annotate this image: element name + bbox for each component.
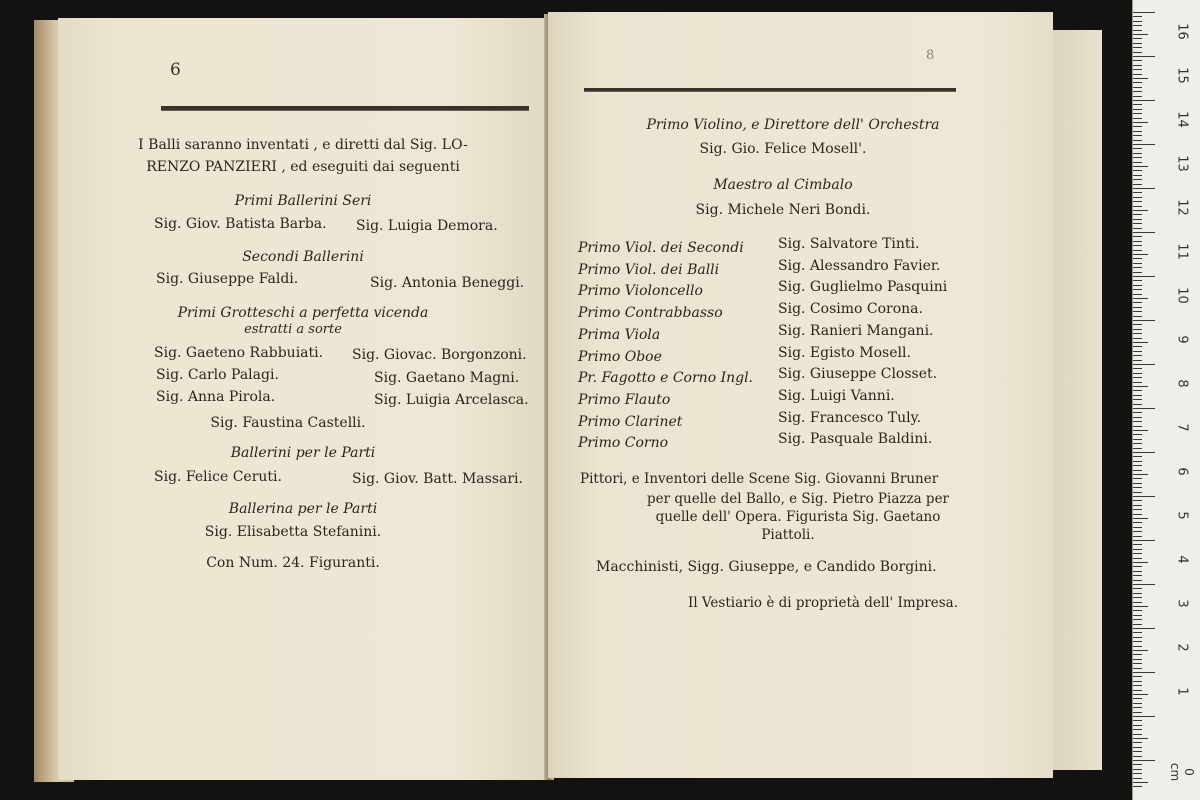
ruler-tick [1133,751,1142,752]
ruler-tick [1133,514,1142,515]
ruler-number: 16 [1174,23,1190,40]
role-item: Prima Viola [578,326,661,343]
ruler-tick [1133,676,1142,677]
ruler-tick [1133,338,1142,339]
ruler-tick [1133,549,1142,550]
ruler-tick [1133,122,1148,123]
ruler-tick [1133,272,1142,273]
ruler-tick [1133,157,1142,158]
ruler-tick [1133,712,1142,713]
ruler-tick [1133,219,1142,220]
ruler-tick [1133,452,1155,453]
ruler-tick [1133,30,1142,31]
ruler-tick [1133,421,1142,422]
heading-grotteschi-sub: estratti a sorte [244,322,342,337]
ruler-number: 8 [1174,379,1190,388]
name-item: Sig. Egisto Mosell. [778,344,911,361]
name-item: Sig. Pasquale Baldini. [778,431,933,448]
ruler-tick [1133,100,1155,101]
ruler-number: 4 [1174,555,1190,564]
ruler-tick [1133,21,1142,22]
ruler-tick [1133,16,1142,17]
left-page-number: 6 [170,60,181,80]
ruler-tick [1133,179,1142,180]
ruler-tick [1133,250,1142,251]
ruler-tick [1133,96,1142,97]
ruler-number: 6 [1174,467,1190,476]
ruler-tick [1133,597,1142,598]
ruler-tick [1133,734,1142,735]
ruler-tick [1133,650,1148,651]
ruler-tick [1133,201,1142,202]
name-item: Sig. Salvatore Tinti. [778,236,920,252]
primi-ballerino-1: Sig. Giov. Batista Barba. [154,216,327,232]
ruler-tick [1133,465,1142,466]
grottesco-4: Sig. Gaetano Magni. [374,370,520,386]
ruler-tick [1133,690,1142,691]
heading-ballerini-parti: Ballerini per le Parti [230,445,376,461]
ruler-tick [1133,382,1142,383]
ruler-tick [1133,153,1142,154]
ruler-tick [1133,78,1148,79]
ruler-tick [1133,60,1142,61]
ruler-tick [1133,624,1142,625]
ruler-tick [1133,47,1142,48]
ruler-tick [1133,703,1142,704]
ruler-tick [1133,126,1142,127]
ruler-number: 10 [1174,287,1190,304]
ruler-number: 9 [1174,335,1190,344]
ruler-tick [1133,38,1142,39]
ruler-number: 12 [1174,199,1190,216]
ruler-tick [1133,536,1142,537]
ruler-tick [1133,628,1155,629]
name-item: Sig. Giuseppe Closset. [778,366,938,383]
ruler-tick [1133,276,1155,277]
ruler-tick [1133,606,1148,607]
ruler-tick [1133,782,1148,783]
ruler-tick [1133,698,1142,699]
grottesco-2: Sig. Giovac. Borgonzoni. [352,347,527,363]
ruler-tick [1133,351,1142,352]
pittori-line-1: Pittori, e Inventori delle Scene Sig. Giovanni Bruner [580,471,939,487]
ruler-tick [1133,778,1142,779]
figuranti-line: Con Num. 24. Figuranti. [206,555,380,571]
ruler-tick [1133,91,1142,92]
ruler-tick [1133,355,1142,356]
ruler-tick [1133,571,1142,572]
ruler-tick [1133,360,1142,361]
intro-line-2: RENZO PANZIERI , ed eseguiti dai seguenti [146,159,460,175]
heading-ballerina-parti: Ballerina per le Parti [228,501,378,517]
ruler-tick [1133,434,1142,435]
ruler-number: 3 [1174,599,1190,608]
macchinisti-line: Macchinisti, Sigg. Giuseppe, e Candido Borgini. [596,559,937,575]
grottesco-5: Sig. Anna Pirola. [156,389,276,405]
ruler-tick [1133,69,1142,70]
parti-ballerina: Sig. Elisabetta Stefanini. [204,524,382,540]
ruler-tick [1133,148,1142,149]
ruler-tick [1133,118,1142,119]
grottesco-6: Sig. Luigia Arcelasca. [374,392,529,408]
ruler-tick [1133,82,1142,83]
ruler-tick [1133,346,1142,347]
ruler-tick [1133,368,1142,369]
ruler-tick [1133,311,1142,312]
ruler-tick [1133,258,1142,259]
measurement-ruler [1132,0,1200,800]
role-item: Primo Clarinet [578,413,683,430]
maestro-name: Sig. Michele Neri Bondi. [695,202,871,218]
ruler-tick [1133,756,1142,757]
ruler-tick [1133,206,1142,207]
parti-ballerino-1: Sig. Felice Ceruti. [154,469,282,485]
name-item: Sig. Francesco Tuly. [778,409,922,426]
ruler-tick [1133,329,1142,330]
ruler-tick [1133,615,1142,616]
ruler-tick [1133,461,1142,462]
ruler-tick [1133,65,1142,66]
ruler-tick [1133,487,1142,488]
ruler-tick [1133,289,1142,290]
heading-primi-ballerini: Primi Ballerini Seri [234,193,372,209]
ruler-tick [1133,764,1142,765]
ruler-tick [1133,373,1142,374]
ruler-tick [1133,685,1142,686]
ruler-tick [1133,632,1142,633]
name-item: Sig. Alessandro Favier. [778,257,941,274]
ruler-tick [1133,294,1142,295]
pittori-line-3: quelle dell' Opera. Figurista Sig. Gaetano [655,509,941,525]
ruler-tick [1133,104,1142,105]
ruler-tick [1133,320,1155,321]
ruler-tick [1133,500,1142,501]
ruler-tick [1133,316,1142,317]
ruler-tick [1133,725,1142,726]
ruler-tick [1133,430,1148,431]
intro-line-1: I Balli saranno inventati , e diretti dal Sig. LO- [138,137,468,153]
ruler-tick [1133,188,1155,189]
ruler-tick [1133,456,1142,457]
ruler-tick [1133,610,1142,611]
ruler-tick [1133,659,1142,660]
ruler-tick [1133,395,1142,396]
ruler-tick [1133,223,1142,224]
ruler-tick [1133,197,1142,198]
secondi-ballerino-2: Sig. Antonia Beneggi. [370,275,525,291]
ruler-tick [1133,166,1148,167]
ruler-tick [1133,742,1142,743]
ruler-tick [1133,540,1155,541]
ruler-tick [1133,175,1142,176]
ruler-tick [1133,333,1142,334]
ruler-tick [1133,162,1142,163]
ruler-tick [1133,637,1142,638]
ruler-tick [1133,654,1142,655]
ruler-tick [1133,786,1142,787]
ruler-tick [1133,663,1142,664]
ruler-tick [1133,474,1148,475]
ruler-tick [1133,417,1142,418]
ruler-tick [1133,566,1142,567]
ruler-tick [1133,527,1142,528]
ruler-tick [1133,56,1155,57]
ruler-tick [1133,672,1155,673]
ruler-tick [1133,34,1148,35]
parti-ballerino-2: Sig. Giov. Batt. Massari. [352,471,523,487]
role-item: Primo Viol. dei Secondi [578,240,744,256]
ruler-tick [1133,443,1142,444]
role-item: Primo Contrabbasso [578,305,723,322]
heading-primo-violino: Primo Violino, e Direttore dell' Orchestra [646,117,940,133]
ruler-tick [1133,254,1148,255]
ruler-tick [1133,544,1142,545]
ruler-tick [1133,518,1148,519]
ruler-tick [1133,720,1142,721]
ruler-tick [1133,241,1142,242]
ruler-tick [1133,408,1155,409]
ruler-tick [1133,483,1142,484]
ruler-tick [1133,228,1142,229]
ruler-number: 13 [1174,155,1190,172]
ruler-tick [1133,131,1142,132]
ruler-tick [1133,716,1155,717]
ruler-tick [1133,192,1142,193]
ruler-tick [1133,575,1142,576]
ruler-number: 2 [1174,643,1190,652]
ruler-tick [1133,236,1142,237]
ruler-tick [1133,448,1142,449]
ruler-tick [1133,747,1142,748]
ruler-tick [1133,553,1142,554]
name-item: Sig. Cosimo Corona. [778,301,923,318]
ruler-tick [1133,694,1148,695]
heading-secondi-ballerini: Secondi Ballerini [242,249,364,265]
ruler-tick [1133,267,1142,268]
grottesco-1: Sig. Gaeteno Rabbuiati. [154,345,324,361]
ruler-tick [1133,404,1142,405]
ruler-number: 14 [1174,111,1190,128]
ruler-tick [1133,580,1142,581]
ruler-tick [1133,505,1142,506]
primo-violino-name: Sig. Gio. Felice Mosell'. [699,141,867,157]
pittori-line-2: per quelle del Ballo, e Sig. Pietro Piazza per [646,491,950,507]
right-page-number: 8 [926,48,935,63]
role-item: Primo Flauto [578,391,671,408]
ruler-tick [1133,439,1142,440]
ruler-tick [1133,140,1142,141]
secondi-ballerino-1: Sig. Giuseppe Faldi. [156,271,299,287]
right-header-rule [584,88,956,92]
ruler-tick [1133,470,1142,471]
ruler-tick [1133,478,1142,479]
ruler-tick [1133,584,1155,585]
vestiario-line: Il Vestiario è di proprietà dell' Impresa. [687,595,959,611]
ruler-number: 15 [1174,67,1190,84]
ruler-tick [1133,562,1148,563]
pittori-line-4: Piattoli. [761,527,815,543]
ruler-tick [1133,342,1148,343]
ruler-tick [1133,109,1142,110]
ruler-tick [1133,769,1142,770]
ruler-tick [1133,668,1142,669]
ruler-tick [1133,707,1142,708]
left-page [58,18,548,780]
ruler-tick [1133,588,1142,589]
left-header-rule [161,106,529,111]
ruler-tick [1133,245,1142,246]
ruler-tick [1133,324,1142,325]
role-item: Pr. Fagotto e Corno Ingl. [578,370,754,387]
ruler-tick [1133,492,1142,493]
ruler-tick [1133,738,1148,739]
ruler-tick [1133,412,1142,413]
orchestra-names [778,234,947,451]
ruler-tick [1133,280,1142,281]
ruler-number: 5 [1174,511,1190,520]
ruler-tick [1133,210,1148,211]
ruler-tick [1133,509,1142,510]
ruler-unit: 0 cm [1168,762,1196,782]
ruler-tick [1133,170,1142,171]
ruler-tick [1133,386,1148,387]
ruler-tick [1133,681,1142,682]
orchestra-roles [578,238,753,455]
ruler-tick [1133,214,1142,215]
role-item: Primo Viol. dei Balli [578,261,720,278]
primi-ballerino-2: Sig. Luigia Demora. [356,218,498,234]
ruler-tick [1133,619,1142,620]
ruler-tick [1133,760,1155,761]
ruler-tick [1133,602,1142,603]
ruler-tick [1133,307,1142,308]
ruler-tick [1133,531,1142,532]
ruler-tick [1133,135,1142,136]
right-page [548,12,1053,778]
ruler-tick [1133,364,1155,365]
ruler-tick [1133,641,1142,642]
role-item: Primo Corno [578,435,669,452]
ruler-tick [1133,390,1142,391]
heading-maestro-cimbalo: Maestro al Cimbalo [713,177,853,193]
ruler-tick [1133,522,1142,523]
ruler-tick [1133,302,1142,303]
heading-grotteschi: Primi Grotteschi a perfetta vicenda [177,305,429,321]
ruler-tick [1133,144,1155,145]
ruler-tick [1133,285,1142,286]
grottesco-3: Sig. Carlo Palagi. [156,367,279,383]
ruler-tick [1133,399,1142,400]
ruler-tick [1133,377,1142,378]
ruler-number: 11 [1174,243,1190,260]
ruler-tick [1133,113,1142,114]
ruler-tick [1133,74,1142,75]
ruler-tick [1133,773,1142,774]
ruler-tick [1133,646,1142,647]
role-item: Primo Violoncello [578,283,703,300]
name-item: Sig. Ranieri Mangani. [778,322,934,339]
ruler-tick [1133,184,1142,185]
ruler-tick [1133,593,1142,594]
ruler-tick [1133,43,1142,44]
name-item: Sig. Luigi Vanni. [778,387,895,404]
ruler-tick [1133,232,1155,233]
ruler-tick [1133,87,1142,88]
ruler-tick [1133,263,1142,264]
ruler-tick [1133,558,1142,559]
ruler-tick [1133,496,1155,497]
ruler-tick [1133,426,1142,427]
ruler-number: 1 [1174,687,1190,696]
ruler-tick [1133,729,1142,730]
ruler-tick [1133,12,1155,13]
grottesco-7: Sig. Faustina Castelli. [210,415,366,431]
ruler-tick [1133,52,1142,53]
ruler-tick [1133,298,1148,299]
ruler-tick [1133,25,1142,26]
role-item: Primo Oboe [578,348,662,365]
name-item: Sig. Guglielmo Pasquini [778,279,948,296]
ruler-number: 7 [1174,423,1190,432]
